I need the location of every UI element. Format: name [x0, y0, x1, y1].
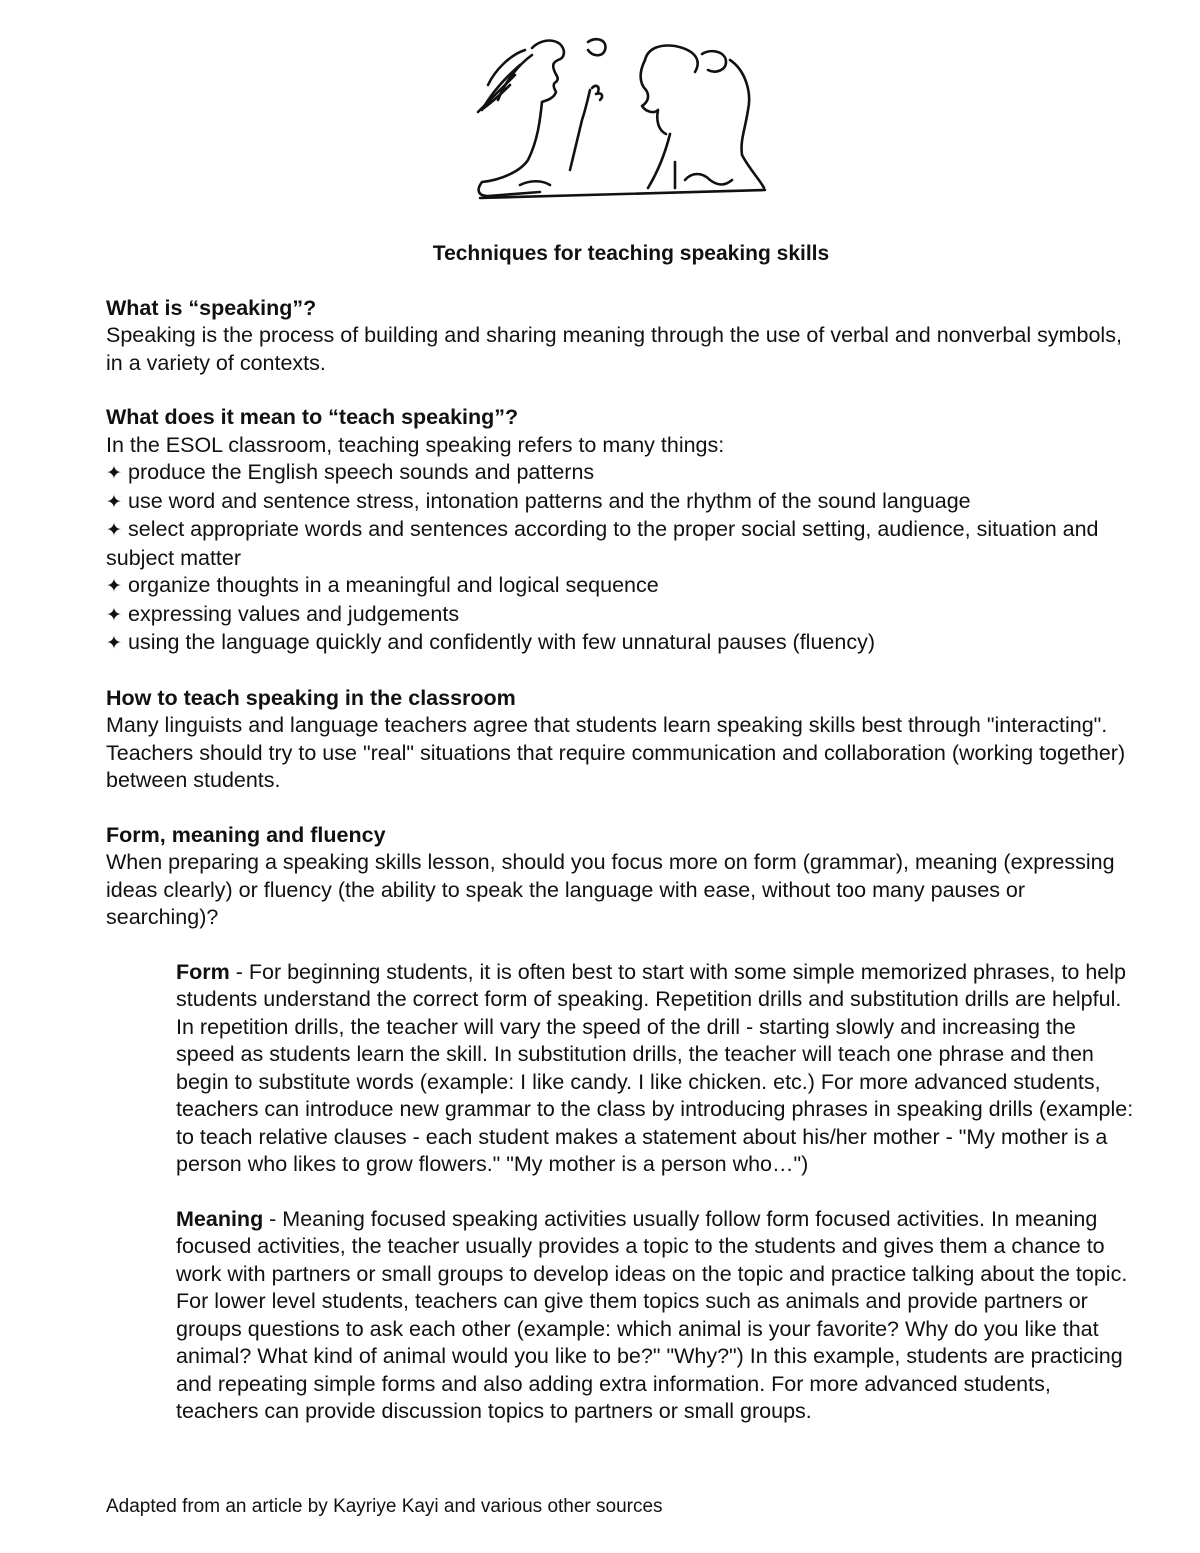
meaning-text: - Meaning focused speaking activities usually follow form focused activities. In meaning focused activities, the teacher usually provides a topic to the students and gives them a chance to work with partners or small groups to develop ideas on the topic and practice talking about the topic. For lower level students, teachers can give them topics such as animals and provide partners or groups questions to ask each other (example: which animal is your favorite? Why do you like that animal? What kind of animal would you like to be?" "Why?") In this example, students are practicing and repeating simple forms and also adding extra information. For more advanced students, teachers can provide discussion topics to partners or small groups.: [176, 1206, 1128, 1423]
section-heading: What is “speaking”?: [106, 295, 317, 320]
list-item: ✦ expressing values and judgements: [106, 601, 1136, 630]
meaning-paragraph: [176, 1206, 1136, 1426]
section-paragraph: Speaking is the process of building and sharing meaning through the use of verbal and nonverbal symbols, in a variety of contexts.: [106, 323, 1122, 375]
section-heading: Form, meaning and fluency: [106, 822, 386, 847]
page-title: Techniques for teaching speaking skills: [432, 242, 830, 265]
list-item: ✦ produce the English speech sounds and patterns: [106, 459, 1136, 488]
section-form-meaning-fluency: [106, 822, 1136, 932]
source-footer: Adapted from an article by Kayriye Kayi and various other sources: [106, 1496, 663, 1517]
section-paragraph: When preparing a speaking skills lesson, should you focus more on form (grammar), meaning (expressing ideas clearly) or fluency (the ability to speak the language with ease, without too many pauses or searching)?: [106, 850, 1115, 929]
list-item: ✦ using the language quickly and confidently with few unnatural pauses (fluency): [106, 629, 1136, 658]
section-teach-speaking: [106, 404, 1136, 658]
meaning-label: Meaning: [176, 1206, 264, 1231]
star-bullet-icon: ✦: [106, 604, 122, 626]
star-bullet-icon: ✦: [106, 633, 122, 654]
section-how-to-teach: [106, 685, 1136, 795]
form-paragraph: [176, 959, 1136, 1179]
star-bullet-icon: ✦: [106, 491, 122, 513]
list-item: ✦ select appropriate words and sentences according to the proper social setting, audience, situation and subject matter: [106, 517, 1099, 570]
list-item: ✦ organize thoughts in a meaningful and logical sequence: [106, 572, 1136, 601]
section-paragraph: Many linguists and language teachers agree that students learn speaking skills best through "interacting". Teachers should try to use "real" situations that require communication and collaboration (working together) between students.: [106, 713, 1126, 792]
section-what-is-speaking: [106, 295, 1136, 378]
section-heading: How to teach speaking in the classroom: [106, 685, 516, 710]
section-intro: In the ESOL classroom, teaching speaking refers to many things:: [106, 432, 725, 457]
list-item: ✦ use word and sentence stress, intonation patterns and the rhythm of the sound language: [106, 488, 1136, 517]
form-text: - For beginning students, it is often best to start with some simple memorized phrases, to help students understand the correct form of speaking. Repetition drills and substitution drills are helpful. In repetition drills, the teacher will vary the speed of the drill - starting slowly and increasing the speed as students learn the skill. In substitution drills, the teacher will teach one phrase and then begin to substitute words (example: I like candy. I like chicken. etc.) For more advanced students, teachers can introduce new grammar to the class by introducing phrases in speaking drills (example: to teach relative clauses - each student makes a statement about his/her mother - "My mother is a person who likes to grow flowers." "My mother is a person who…"): [176, 959, 1134, 1176]
bullet-list: [106, 459, 1136, 658]
two-people-talking-illustration: [470, 30, 770, 205]
star-bullet-icon: ✦: [106, 520, 122, 541]
form-label: Form: [176, 959, 230, 984]
star-bullet-icon: ✦: [106, 463, 122, 484]
section-heading: What does it mean to “teach speaking”?: [106, 405, 519, 429]
star-bullet-icon: ✦: [106, 576, 122, 597]
document-body: [106, 240, 1136, 1453]
